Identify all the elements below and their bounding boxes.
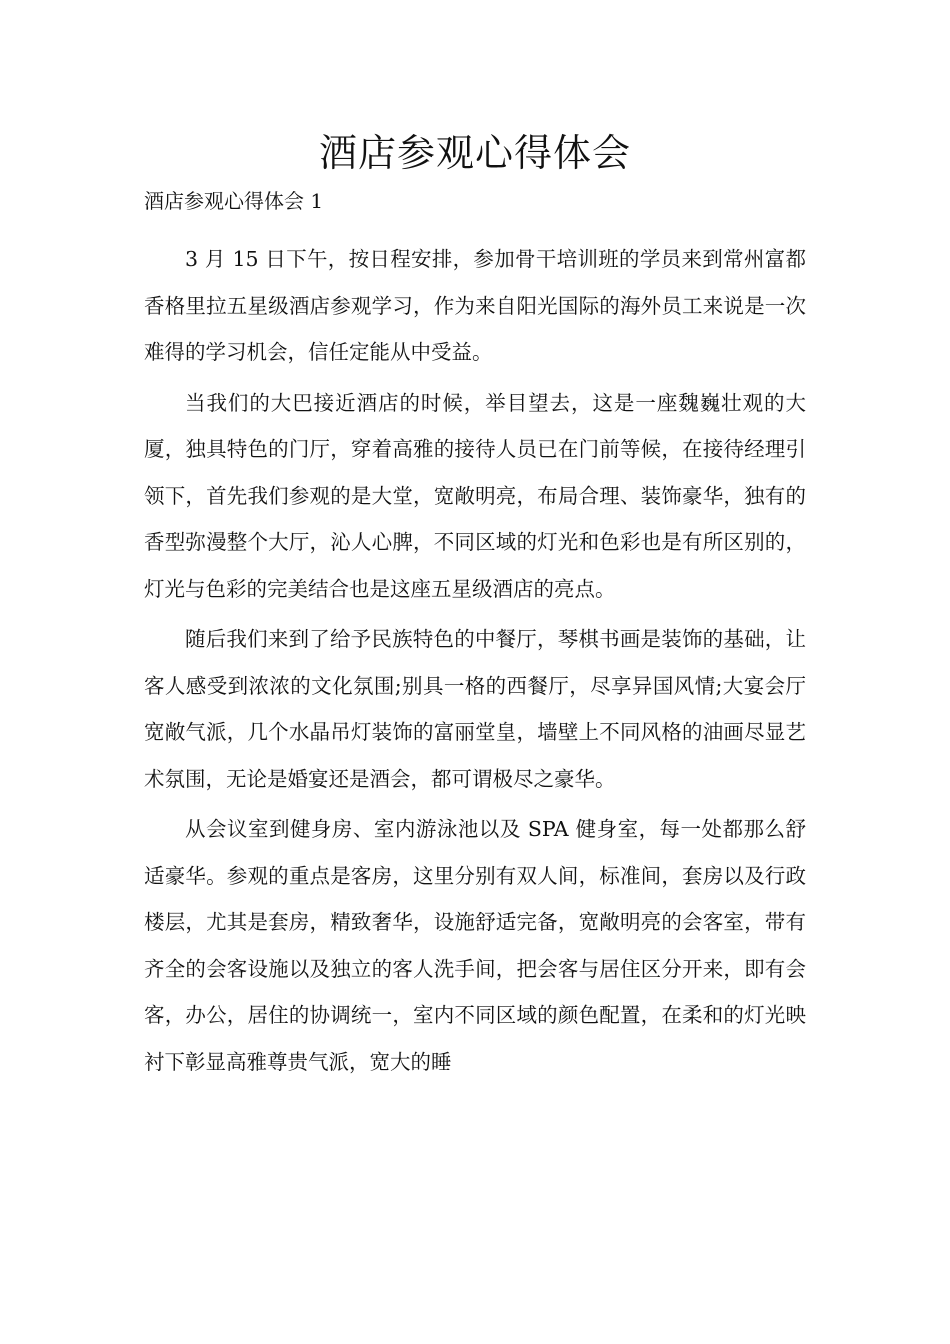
paragraph-3: 随后我们来到了给予民族特色的中餐厅，琴棋书画是装饰的基础，让客人感受到浓浓的文化氛围;别具一格的西餐厅，尽享异国风情;大宴会厅宽敞气派，几个水晶吊灯装饰的富丽堂皇，墙壁上不同风格的油画尽显艺术氛围，无论是婚宴还是酒会，都可谓极尽之豪华。 (144, 627, 806, 791)
section-heading: 酒店参观心得体会 1 (144, 189, 324, 213)
paragraph-4: 从会议室到健身房、室内游泳池以及 SPA 健身室，每一处都那么舒适豪华。参观的重点是客房，这里分别有双人间，标准间，套房以及行政楼层，尤其是套房，精致奢华，设施舒适完备，宽敞明亮的会客室，带有齐全的会客设施以及独立的客人洗手间，把会客与居住区分开来，即有会客，办公，居住的协调统一，室内不同区域的颜色配置，在柔和的灯光映衬下彰显高雅尊贵气派，宽大的睡 (144, 817, 806, 1074)
paragraph-1: 3 月 15 日下午，按日程安排，参加骨干培训班的学员来到常州富都香格里拉五星级酒店参观学习，作为来自阳光国际的海外员工来说是一次难得的学习机会，信任定能从中受益。 (144, 247, 806, 364)
paragraph-2: 当我们的大巴接近酒店的时候，举目望去，这是一座魏巍壮观的大厦，独具特色的门厅，穿着高雅的接待人员已在门前等候，在接待经理引领下，首先我们参观的是大堂，宽敞明亮，布局合理、装饰豪华，独有的香型弥漫整个大厅，沁人心脾，不同区域的灯光和色彩也是有所区别的，灯光与色彩的完美结合也是这座五星级酒店的亮点。 (144, 390, 806, 601)
document-body (144, 236, 806, 1089)
document-title: 酒店参观心得体会 (318, 131, 631, 175)
